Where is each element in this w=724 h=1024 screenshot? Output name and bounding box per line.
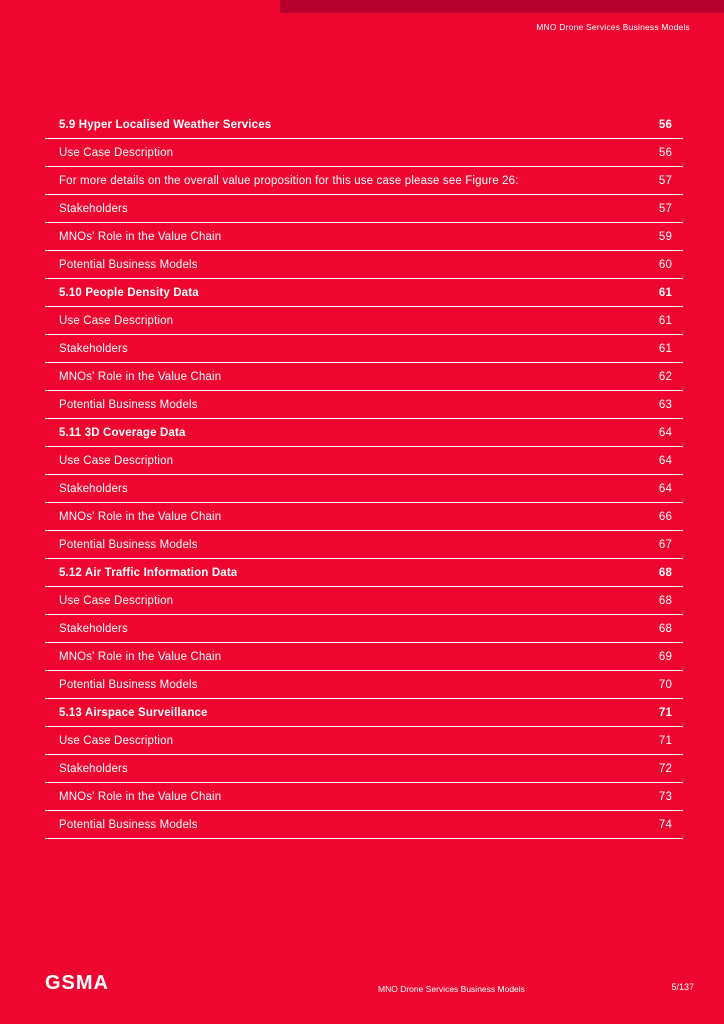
toc-entry-page: 68 <box>658 594 672 607</box>
toc-entry-title: Use Case Description <box>59 146 174 159</box>
toc-entry-title: 5.12 Air Traffic Information Data <box>59 566 238 579</box>
toc-entry-page: 57 <box>658 174 672 187</box>
gsma-logo: GSMA <box>45 972 109 994</box>
toc-entry-title: Potential Business Models <box>59 678 198 691</box>
toc-entry-title: Stakeholders <box>59 622 128 635</box>
toc-entry-page: 71 <box>658 706 672 719</box>
toc-entry-page: 59 <box>658 230 672 243</box>
toc-entry-title: MNOs' Role in the Value Chain <box>59 650 222 663</box>
toc-entry-page: 60 <box>658 258 672 271</box>
toc-entry-page: 72 <box>658 762 672 775</box>
toc-entry[interactable] <box>45 783 683 811</box>
top-accent-bar <box>280 0 724 13</box>
toc-entry-page: 69 <box>658 650 672 663</box>
toc-entry-title: Use Case Description <box>59 594 174 607</box>
toc-entry-title: Potential Business Models <box>59 818 198 831</box>
table-of-contents <box>45 111 683 839</box>
toc-section-heading[interactable] <box>45 559 683 587</box>
toc-entry[interactable] <box>45 643 683 671</box>
toc-entry[interactable] <box>45 363 683 391</box>
toc-entry-page: 56 <box>658 146 672 159</box>
toc-entry[interactable] <box>45 195 683 223</box>
toc-entry[interactable] <box>45 139 683 167</box>
toc-entry-page: 73 <box>658 790 672 803</box>
toc-entry[interactable] <box>45 755 683 783</box>
toc-entry-page: 56 <box>658 118 672 131</box>
toc-section-heading[interactable] <box>45 279 683 307</box>
toc-entry-title: Potential Business Models <box>59 258 198 271</box>
toc-section-heading[interactable] <box>45 419 683 447</box>
toc-entry-title: Use Case Description <box>59 734 174 747</box>
toc-entry-page: 64 <box>658 482 672 495</box>
toc-entry-title: Stakeholders <box>59 762 128 775</box>
toc-entry-title: Use Case Description <box>59 314 174 327</box>
toc-entry-title: Stakeholders <box>59 342 128 355</box>
toc-entry[interactable] <box>45 167 683 195</box>
toc-entry-title: MNOs' Role in the Value Chain <box>59 230 222 243</box>
toc-entry-page: 57 <box>658 202 672 215</box>
toc-entry[interactable] <box>45 475 683 503</box>
toc-entry[interactable] <box>45 391 683 419</box>
page-number: 5/137 <box>671 982 694 992</box>
toc-entry-page: 64 <box>658 454 672 467</box>
running-header: MNO Drone Services Business Models <box>536 22 690 32</box>
toc-entry-page: 71 <box>658 734 672 747</box>
toc-entry-page: 67 <box>658 538 672 551</box>
toc-entry-page: 66 <box>658 510 672 523</box>
toc-entry-title: Potential Business Models <box>59 538 198 551</box>
page-footer <box>0 972 724 1002</box>
toc-entry-page: 62 <box>658 370 672 383</box>
toc-entry[interactable] <box>45 503 683 531</box>
toc-entry-title: Potential Business Models <box>59 398 198 411</box>
toc-entry-title: For more details on the overall value proposition for this use case please see Figure 26: <box>59 174 519 187</box>
toc-entry-title: Stakeholders <box>59 202 128 215</box>
toc-entry[interactable] <box>45 727 683 755</box>
toc-entry[interactable] <box>45 587 683 615</box>
toc-entry-title: 5.10 People Density Data <box>59 286 199 299</box>
toc-entry-page: 61 <box>658 286 672 299</box>
toc-entry-title: MNOs' Role in the Value Chain <box>59 790 222 803</box>
toc-entry-page: 61 <box>658 342 672 355</box>
toc-entry[interactable] <box>45 811 683 839</box>
toc-entry-title: Use Case Description <box>59 454 174 467</box>
toc-entry-page: 61 <box>658 314 672 327</box>
toc-entry[interactable] <box>45 335 683 363</box>
toc-entry[interactable] <box>45 223 683 251</box>
toc-entry-page: 70 <box>658 678 672 691</box>
toc-section-heading[interactable] <box>45 111 683 139</box>
toc-entry-title: 5.11 3D Coverage Data <box>59 426 186 439</box>
toc-entry-page: 74 <box>658 818 672 831</box>
toc-entry-page: 68 <box>658 622 672 635</box>
toc-entry[interactable] <box>45 671 683 699</box>
toc-entry-title: Stakeholders <box>59 482 128 495</box>
footer-document-title: MNO Drone Services Business Models <box>378 984 525 994</box>
toc-entry[interactable] <box>45 251 683 279</box>
toc-entry-page: 64 <box>658 426 672 439</box>
toc-entry-title: 5.9 Hyper Localised Weather Services <box>59 118 272 131</box>
toc-entry[interactable] <box>45 307 683 335</box>
toc-entry-title: MNOs' Role in the Value Chain <box>59 510 222 523</box>
toc-entry-title: 5.13 Airspace Surveillance <box>59 706 208 719</box>
toc-entry[interactable] <box>45 615 683 643</box>
toc-entry-page: 63 <box>658 398 672 411</box>
toc-entry-title: MNOs' Role in the Value Chain <box>59 370 222 383</box>
toc-section-heading[interactable] <box>45 699 683 727</box>
toc-entry-page: 68 <box>658 566 672 579</box>
toc-entry[interactable] <box>45 531 683 559</box>
toc-entry[interactable] <box>45 447 683 475</box>
